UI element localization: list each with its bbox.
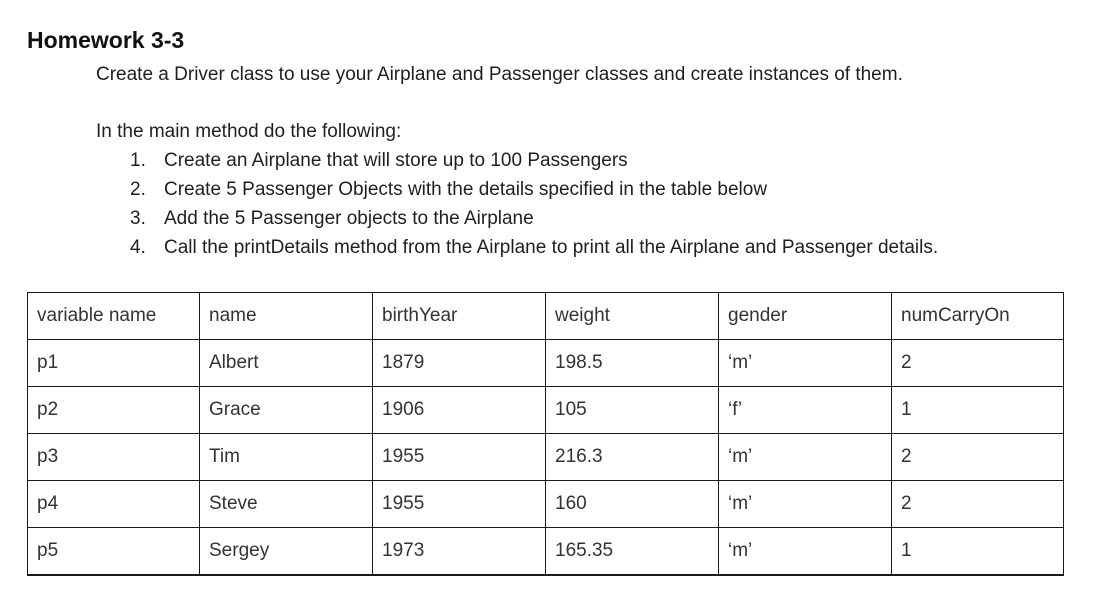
- table-cell: Tim: [200, 434, 373, 481]
- table-cell: p2: [28, 387, 200, 434]
- step-number: 1.: [130, 150, 146, 171]
- table-cell: 2: [892, 340, 1064, 387]
- steps-list: [130, 149, 938, 265]
- table-cell: ‘m’: [719, 528, 892, 576]
- step-text: Add the 5 Passenger objects to the Airplane: [164, 208, 534, 229]
- header-cell: gender: [719, 293, 892, 340]
- intro-paragraph: Create a Driver class to use your Airplane and Passenger classes and create instances of them.: [96, 64, 903, 85]
- table-row: [28, 481, 1064, 528]
- page-title: Homework 3-3: [27, 27, 185, 53]
- table-cell: 1879: [373, 340, 546, 387]
- table-cell: ‘m’: [719, 434, 892, 481]
- table-row: [28, 387, 1064, 434]
- table-header-row: [28, 293, 1064, 340]
- table-row: [28, 528, 1064, 576]
- table-cell: Steve: [200, 481, 373, 528]
- step-text: Create 5 Passenger Objects with the details specified in the table below: [164, 179, 768, 200]
- header-cell: variable name: [28, 293, 200, 340]
- step-item: [130, 236, 938, 265]
- table-cell: 1: [892, 387, 1064, 434]
- step-item: [130, 178, 938, 207]
- table-cell: 2: [892, 434, 1064, 481]
- table-cell: 160: [546, 481, 719, 528]
- step-text: Call the printDetails method from the Airplane to print all the Airplane and Passenger details.: [164, 237, 939, 258]
- table-row: [28, 434, 1064, 481]
- table-cell: Albert: [200, 340, 373, 387]
- step-number: 2.: [130, 179, 146, 200]
- table-cell: Sergey: [200, 528, 373, 576]
- table-cell: 105: [546, 387, 719, 434]
- table-cell: Grace: [200, 387, 373, 434]
- header-cell: weight: [546, 293, 719, 340]
- table-cell: p3: [28, 434, 200, 481]
- table-cell: ‘f’: [719, 387, 892, 434]
- table-cell: 1973: [373, 528, 546, 576]
- table-cell: 216.3: [546, 434, 719, 481]
- header-cell: name: [200, 293, 373, 340]
- table-cell: 1906: [373, 387, 546, 434]
- table-cell: 2: [892, 481, 1064, 528]
- table-cell: p1: [28, 340, 200, 387]
- passenger-table: [27, 292, 1064, 576]
- table-cell: 1: [892, 528, 1064, 576]
- table-cell: ‘m’: [719, 340, 892, 387]
- step-number: 3.: [130, 208, 146, 229]
- header-cell: birthYear: [373, 293, 546, 340]
- step-item: [130, 149, 938, 178]
- step-number: 4.: [130, 237, 146, 258]
- table-cell: 198.5: [546, 340, 719, 387]
- table-row: [28, 340, 1064, 387]
- table-cell: ‘m’: [719, 481, 892, 528]
- step-item: [130, 207, 938, 236]
- table-cell: 1955: [373, 434, 546, 481]
- table-cell: p5: [28, 528, 200, 576]
- header-cell: numCarryOn: [892, 293, 1064, 340]
- instructions-lead: In the main method do the following:: [96, 121, 402, 142]
- table-cell: 165.35: [546, 528, 719, 576]
- table-cell: p4: [28, 481, 200, 528]
- step-text: Create an Airplane that will store up to 100 Passengers: [164, 150, 628, 171]
- table-cell: 1955: [373, 481, 546, 528]
